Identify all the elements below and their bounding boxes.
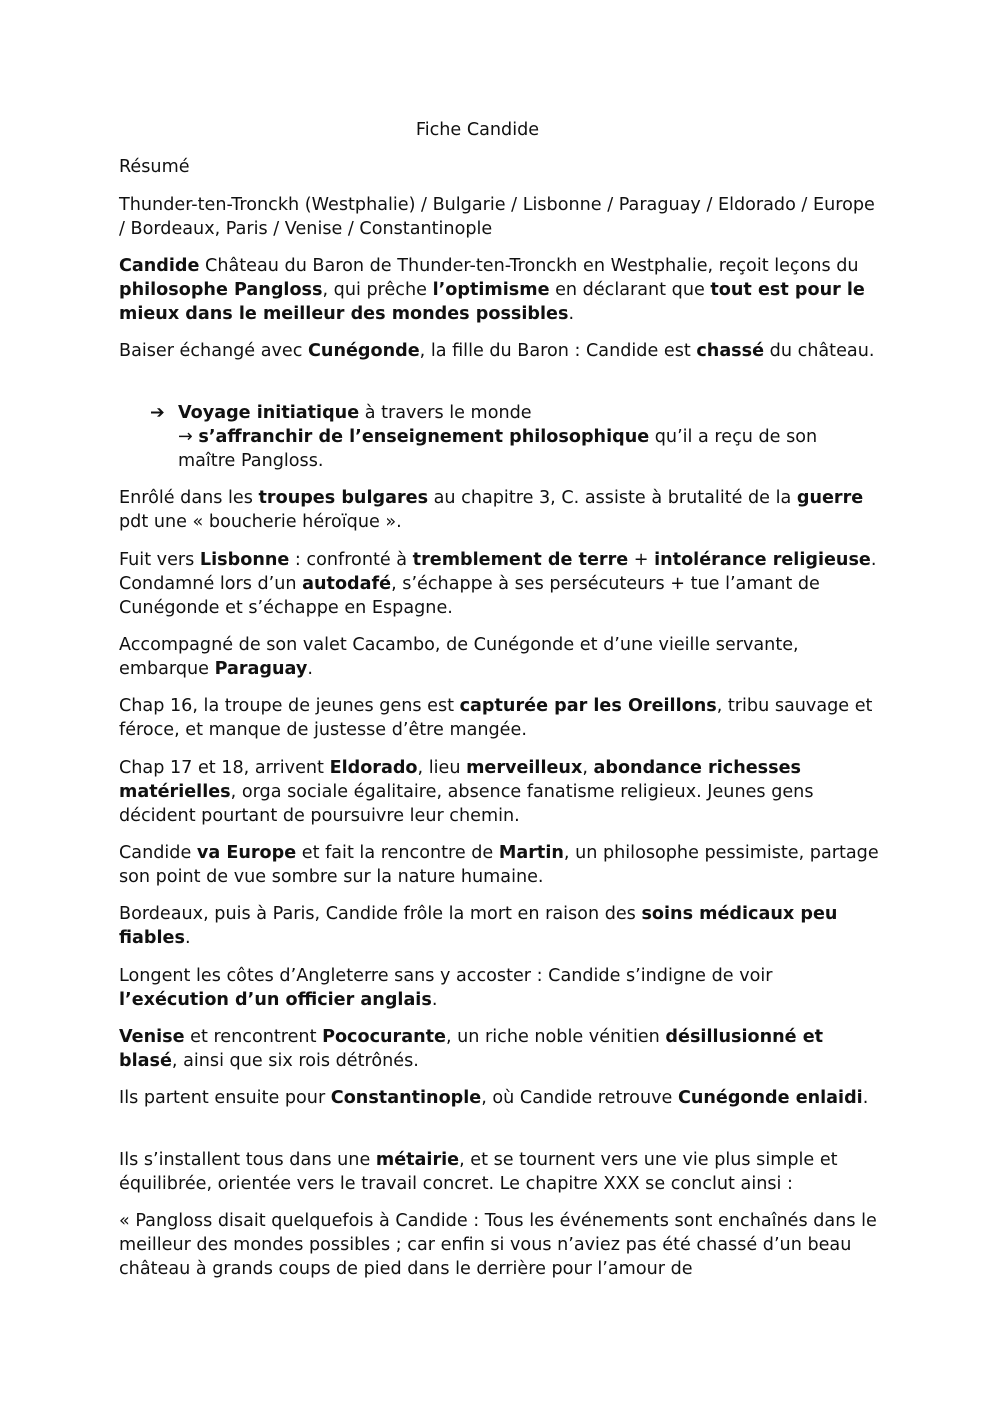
text-run: va Europe: [196, 843, 297, 863]
text-run: Voyage initiatique: [178, 403, 360, 423]
paragraph-paraguay: [119, 633, 879, 681]
paragraph-angleterre: [119, 964, 879, 1012]
text-run: Longent les côtes d’Angleterre sans y accoster : Candide s’indigne de voir: [119, 966, 773, 986]
text-run: .: [862, 1088, 869, 1108]
text-run: Martin: [498, 843, 564, 863]
text-run: philosophe Pangloss: [119, 280, 323, 300]
text-run: , lieu: [417, 758, 467, 778]
text-run: Chap 17 et 18, arrivent: [119, 758, 330, 778]
text-run: .: [307, 659, 313, 679]
paragraph-bordeaux: [119, 902, 879, 950]
paragraph-quote: [119, 1209, 879, 1281]
text-run: Fuit vers: [119, 550, 200, 570]
bullet-voyage: [178, 401, 868, 425]
text-run: l’optimisme: [432, 280, 550, 300]
text-run: , s’échappe à ses persécuteurs + tue l’amant de Cunégonde et s’échappe en Espagne.: [119, 574, 820, 618]
text-run: soins médicaux peu fiables: [119, 904, 838, 948]
paragraph-oreillons: [119, 694, 879, 742]
text-run: →: [178, 427, 199, 447]
text-run: Baiser échangé avec: [119, 341, 309, 361]
document-title: Fiche Candide: [415, 120, 540, 140]
paragraph-bulgares: [119, 486, 879, 534]
text-run: Candide: [119, 843, 197, 863]
paragraph-lisbonne: [119, 548, 879, 620]
text-run: métairie: [375, 1150, 460, 1170]
text-run: , où Candide retrouve: [481, 1088, 678, 1108]
bullet-affranchir: [178, 425, 868, 473]
text-run: .: [431, 990, 438, 1010]
text-run: capturée par les Oreillons: [459, 696, 717, 716]
text-run: , ainsi que six rois détrônés.: [171, 1051, 419, 1071]
text-run: +: [628, 550, 655, 570]
text-run: merveilleux: [466, 758, 583, 778]
text-run: Lisbonne: [199, 550, 290, 570]
text-run: Cunégonde enlaidi: [677, 1088, 863, 1108]
text-run: : confronté à: [289, 550, 413, 570]
text-run: chassé: [696, 341, 765, 361]
text-run: et rencontrent: [184, 1027, 323, 1047]
text-run: .: [568, 304, 575, 324]
text-run: autodafé: [302, 574, 392, 594]
paragraph-intro: [119, 254, 879, 326]
paragraph-europe: [119, 841, 879, 889]
text-run: tout est pour le mieux dans le meilleur des mondes possibles: [119, 280, 865, 324]
paragraph-venise: [119, 1025, 879, 1073]
text-run: guerre: [796, 488, 864, 508]
text-run: Venise: [119, 1027, 185, 1047]
text-run: l’exécution d’un officier anglais: [119, 990, 432, 1010]
text-run: au chapitre 3, C. assiste à brutalité de la: [428, 488, 797, 508]
text-run: .: [184, 928, 191, 948]
text-run: Ils partent ensuite pour: [119, 1088, 331, 1108]
text-run: s’affranchir de l’enseignement philosophique: [198, 427, 650, 447]
text-run: « Pangloss disait quelquefois à Candide : Tous les événements sont enchaînés dans le meilleur des mondes possibles ; car enfin si vous n’aviez pas été chassé d’un beau château à grands coups de pied dans le derrière pour l’amour de: [119, 1211, 877, 1279]
text-run: , un riche noble vénitien: [445, 1027, 666, 1047]
section-heading: Résumé: [119, 157, 190, 177]
paragraph-metairie: [119, 1148, 879, 1196]
text-run: Eldorado: [329, 758, 418, 778]
text-run: Enrôlé dans les: [119, 488, 259, 508]
text-run: Ils s’installent tous dans une: [119, 1150, 376, 1170]
text-run: , la fille du Baron : Candide est: [419, 341, 697, 361]
text-run: , orga sociale égalitaire, absence fanatisme religieux. Jeunes gens décident pourtant de poursuivre leur chemin.: [119, 782, 814, 826]
text-run: Chap 16, la troupe de jeunes gens est: [119, 696, 460, 716]
text-run: Bordeaux, puis à Paris, Candide frôle la mort en raison des: [119, 904, 642, 924]
paragraph-eldorado: [119, 756, 879, 828]
text-run: Accompagné de son valet Cacambo, de Cunégonde et d’une vieille servante, embarque: [119, 635, 799, 679]
text-run: Candide: [119, 256, 200, 276]
text-run: du château.: [764, 341, 875, 361]
text-run: Constantinople: [330, 1088, 482, 1108]
text-run: et fait la rencontre de: [296, 843, 499, 863]
text-run: Paraguay: [214, 659, 308, 679]
text-run: , un philosophe pessimiste, partage son point de vue sombre sur la nature humaine.: [119, 843, 879, 887]
text-run: . Condamné lors d’un: [119, 550, 877, 594]
text-run: intolérance religieuse: [654, 550, 871, 570]
text-run: , qui prêche: [322, 280, 433, 300]
text-run: abondance richesses matérielles: [119, 758, 801, 802]
arrow-bullet-icon: ➔: [150, 403, 165, 423]
text-run: désillusionné et blasé: [119, 1027, 824, 1071]
text-run: en déclarant que: [549, 280, 711, 300]
paragraph-itinerary: [119, 193, 879, 241]
text-run: à travers le monde: [359, 403, 532, 423]
text-run: Pococurante: [322, 1027, 446, 1047]
paragraph-constantinople: [119, 1086, 879, 1110]
text-run: troupes bulgares: [258, 488, 429, 508]
text-run: pdt une « boucherie héroïque ».: [119, 512, 402, 532]
text-run: Château du Baron de Thunder-ten-Tronckh en Westphalie, reçoit leçons du: [199, 256, 859, 276]
text-run: tremblement de terre: [412, 550, 629, 570]
text-run: ,: [582, 758, 594, 778]
text-run: , tribu sauvage et féroce, et manque de justesse d’être mangée.: [119, 696, 873, 740]
text-run: Cunégonde: [308, 341, 420, 361]
text-run: , et se tournent vers une vie plus simple et équilibrée, orientée vers le travail concret. Le chapitre XXX se conclut ainsi :: [119, 1150, 838, 1194]
text-run: Thunder-ten-Tronckh (Westphalie) / Bulgarie / Lisbonne / Paraguay / Eldorado / Europe / Bordeaux, Paris / Venise / Constantinople: [119, 195, 875, 239]
text-run: qu’il a reçu de son maître Pangloss.: [178, 427, 818, 471]
paragraph-kiss: [119, 339, 879, 363]
